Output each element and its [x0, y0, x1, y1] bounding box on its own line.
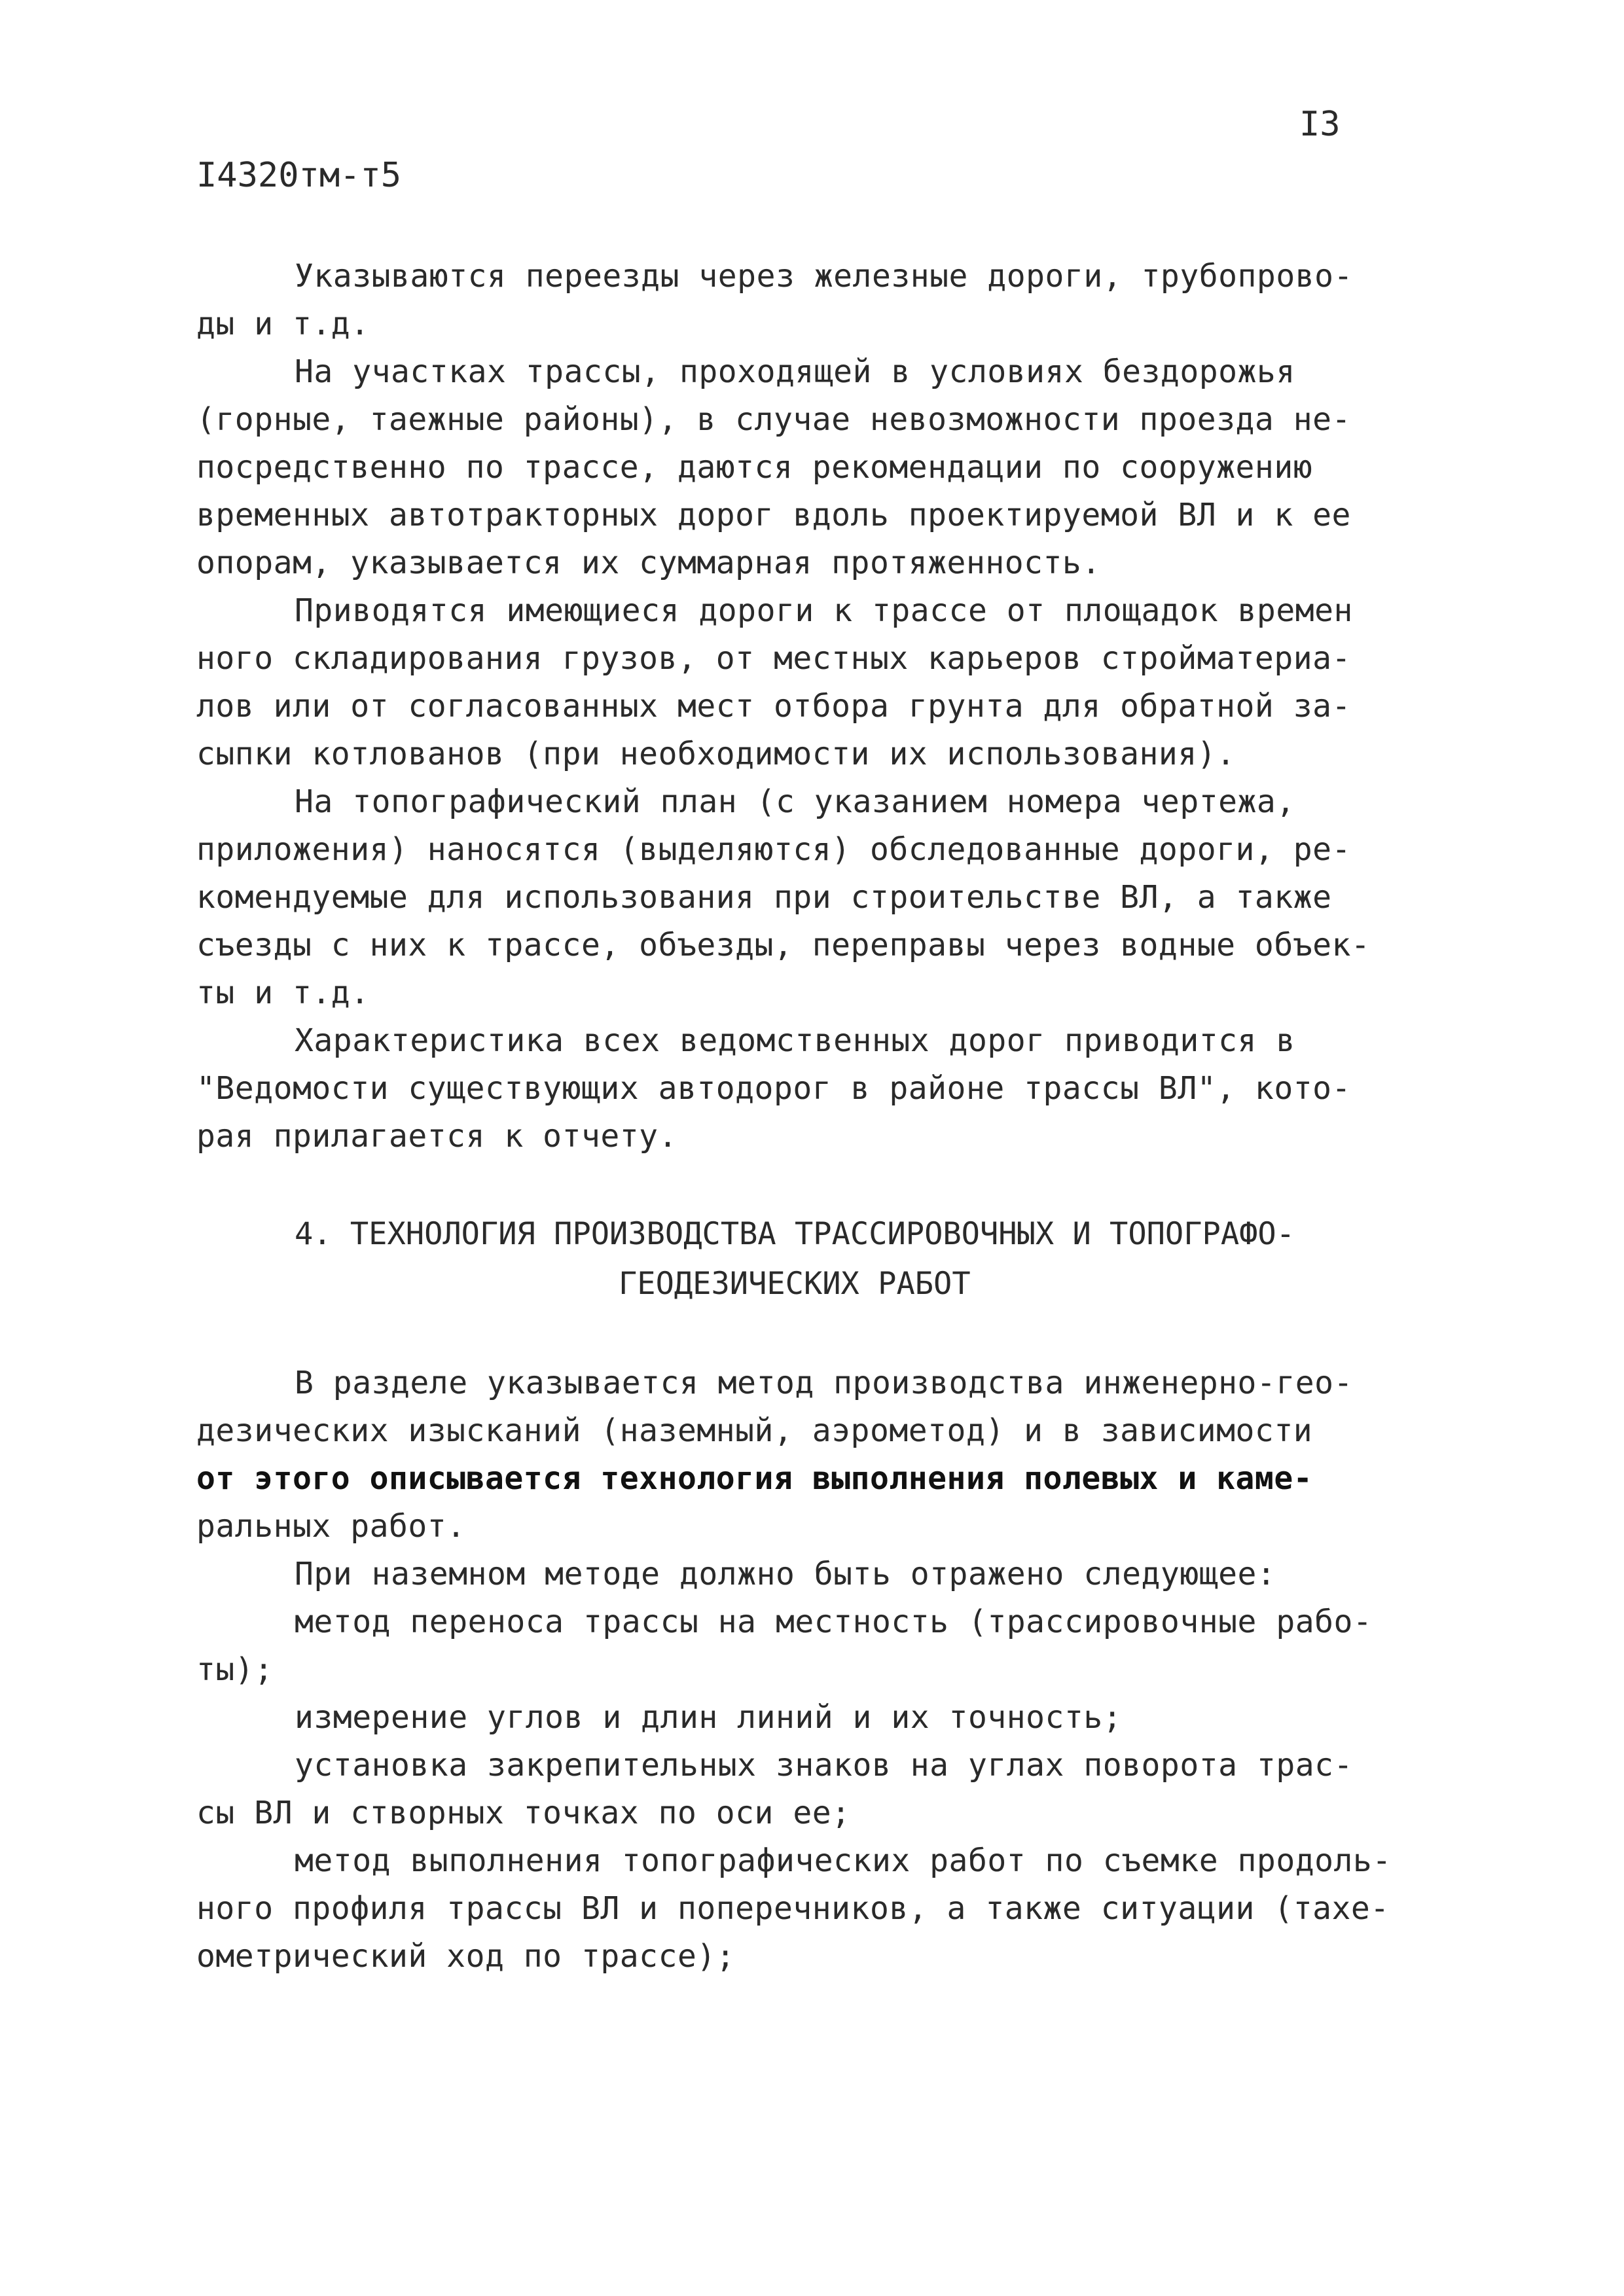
- text-line: ного складирования грузов, от местных карьеров стройматериа-: [196, 640, 1351, 677]
- text-line: На топографический план (с указанием номера чертежа,: [295, 783, 1295, 820]
- text-line: На участках трассы, проходящей в условиях бездорожья: [295, 353, 1295, 390]
- list-item: измерение углов и длин линий и их точность;: [295, 1699, 1123, 1736]
- text-line: лов или от согласованных мест отбора грунта для обратной за-: [196, 688, 1351, 725]
- text-line: съезды с них к трассе, объезды, переправы через водные объек-: [196, 927, 1371, 963]
- list-item-continuation: ты);: [196, 1651, 274, 1688]
- text-line: При наземном методе должно быть отражено следующее:: [295, 1556, 1276, 1592]
- text-line: "Ведомости существующих автодорог в районе трассы ВЛ", кото-: [196, 1070, 1351, 1107]
- text-line: временных автотракторных дорог вдоль проектируемой ВЛ и к ее: [196, 497, 1351, 533]
- text-line: сыпки котлованов (при необходимости их использования).: [196, 736, 1236, 772]
- text-line: ды и т.д.: [196, 306, 370, 342]
- text-line: В разделе указывается метод производства инженерно-гео-: [295, 1365, 1353, 1401]
- text-line: комендуемые для использования при строительстве ВЛ, а также: [196, 879, 1332, 916]
- list-item: метод выполнения топографических работ по съемке продоль-: [295, 1842, 1392, 1879]
- list-item-continuation: сы ВЛ и створных точках по оси ее;: [196, 1795, 851, 1831]
- text-line: ральных работ.: [196, 1508, 466, 1545]
- text-line: рая прилагается к отчету.: [196, 1118, 677, 1155]
- list-item-continuation: ометрический ход по трассе);: [196, 1938, 736, 1975]
- page-number: I3: [1299, 105, 1341, 144]
- text-line: (горные, таежные районы), в случае невозможности проезда не-: [196, 401, 1351, 438]
- text-line: Указываются переезды через железные дороги, трубопрово-: [295, 258, 1353, 295]
- text-line: Характеристика всех ведомственных дорог приводится в: [295, 1022, 1295, 1059]
- text-line: опорам, указывается их суммарная протяженность.: [196, 545, 1101, 581]
- document-code: I4320тм-т5: [196, 156, 402, 195]
- section-heading-continuation: ГЕОДЕЗИЧЕСКИХ РАБОТ: [619, 1266, 971, 1302]
- text-line: посредственно по трассе, даются рекомендации по сооружению: [196, 449, 1313, 486]
- section-heading: 4. ТЕХНОЛОГИЯ ПРОИЗВОДСТВА ТРАССИРОВОЧНЫХ И ТОПОГРАФО-: [295, 1216, 1295, 1252]
- list-item: установка закрепительных знаков на углах поворота трас-: [295, 1747, 1353, 1784]
- text-line: от этого описывается технология выполнения полевых и каме-: [196, 1460, 1313, 1497]
- list-item-continuation: ного профиля трассы ВЛ и поперечников, а также ситуации (тахе-: [196, 1890, 1390, 1927]
- text-line: ты и т.д.: [196, 975, 370, 1011]
- text-line: дезических изысканий (наземный, аэрометод) и в зависимости: [196, 1412, 1313, 1449]
- text-line: приложения) наносятся (выделяются) обследованные дороги, ре-: [196, 831, 1351, 868]
- list-item: метод переноса трассы на местность (трассировочные рабо-: [295, 1604, 1373, 1640]
- text-line: Приводятся имеющиеся дороги к трассе от площадок времен: [295, 592, 1353, 629]
